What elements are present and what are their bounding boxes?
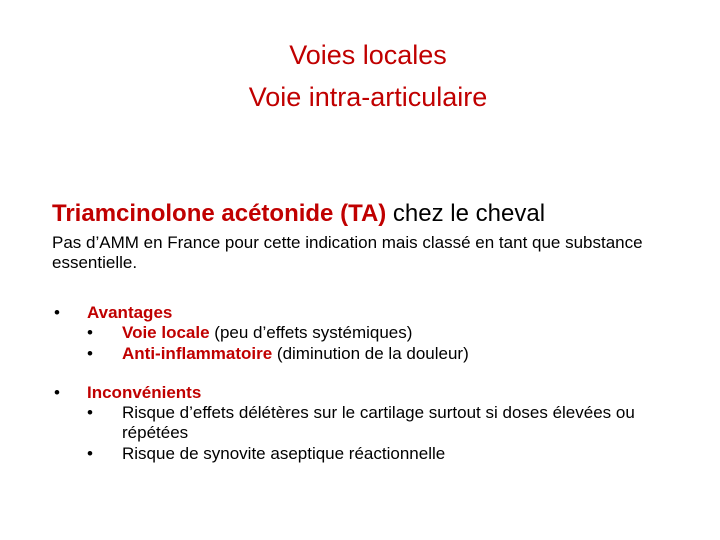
slide-title <box>0 34 720 118</box>
subheading-rest: chez le cheval <box>386 200 546 227</box>
list-item <box>87 323 667 343</box>
list-item-text <box>122 323 667 343</box>
bullet-glyph: • <box>54 383 60 402</box>
title-line-2: Voie intra-articulaire <box>248 82 488 112</box>
list-item-text <box>122 344 667 364</box>
list-item <box>87 344 667 364</box>
bullet-glyph: • <box>87 403 93 422</box>
subheading <box>52 199 545 229</box>
list-item <box>87 444 667 464</box>
bullet-glyph: • <box>87 444 93 463</box>
section-label-avantages: Avantages <box>87 303 173 322</box>
list-item-rest: (diminution de la douleur) <box>272 344 469 363</box>
list-item-key: Anti-inflammatoire <box>122 344 273 363</box>
list-item-key: Voie locale <box>122 323 210 342</box>
subheading-drug-name: Triamcinolone acétonide (TA) <box>52 200 387 227</box>
bullet-glyph: • <box>54 303 60 322</box>
intro-paragraph: Pas d’AMM en France pour cette indication mais classé en tant que substance essentielle. <box>52 233 643 272</box>
section-label-inconvenients: Inconvénients <box>87 383 202 402</box>
bullet-glyph: • <box>87 344 93 363</box>
list-item <box>87 403 667 443</box>
list-item-rest: (peu d’effets systémiques) <box>209 323 413 342</box>
bullet-glyph: • <box>87 323 93 342</box>
list-item-text: Risque d’effets délétères sur le cartilage surtout si doses élevées ou répétées <box>122 403 635 442</box>
list-item-text: Risque de synovite aseptique réactionnelle <box>122 444 446 463</box>
title-line-1: Voies locales <box>289 40 447 70</box>
